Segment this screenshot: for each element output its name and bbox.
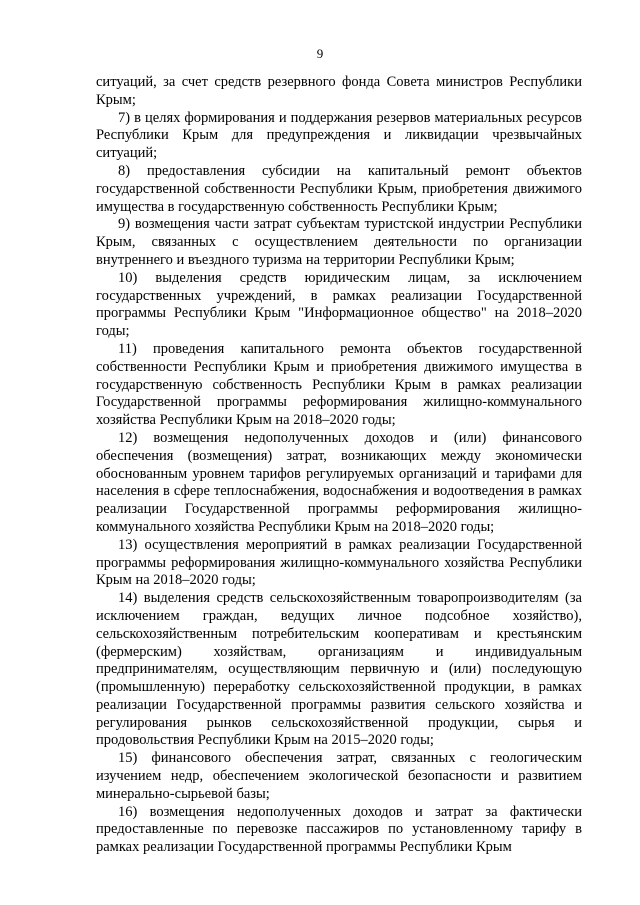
paragraph-item-11: 11) проведения капитального ремонта объектов государственной собственности Республики Крым и приобретения движимого имущества в государственную собственность Республики Крым в рамках реализации Государственной программы реформирования жилищно-коммунального хозяйства Республики Крым на 2018–2020 годы; — [96, 340, 582, 429]
paragraph-item-7: 7) в целях формирования и поддержания резервов материальных ресурсов Республики Крым для предупреждения и ликвидации чрезвычайных ситуаций; — [96, 109, 582, 162]
paragraph-item-9: 9) возмещения части затрат субъектам туристской индустрии Республики Крым, связанных с осуществлением деятельности по организации внутреннего и въездного туризма на территории Республики Крым; — [96, 216, 582, 268]
paragraph-item-12: 12) возмещения недополученных доходов и (или) финансового обеспечения (возмещения) затрат, возникающих между экономически обоснованным уровнем тарифов регулируемых организаций и тарифами для населения в сфере теплоснабжения, водоснабжения и водоотведения в рамках реализации Государственной программы реформирования жилищно-коммунального хозяйства Республики Крым на 2018–2020 годы; — [96, 429, 582, 535]
body-text — [96, 74, 582, 857]
paragraph-continuation: ситуаций, за счет средств резервного фонда Совета министров Республики Крым; — [96, 74, 582, 108]
paragraph-item-13: 13) осуществления мероприятий в рамках реализации Государственной программы реформирования жилищно-коммунального хозяйства Республики Крым на 2018–2020 годы; — [96, 536, 582, 589]
paragraph-item-8: 8) предоставления субсидии на капитальный ремонт объектов государственной собственности Республики Крым, приобретения движимого имущества в государственную собственность Республики Крым; — [96, 162, 582, 215]
paragraph-item-10: 10) выделения средств юридическим лицам, за исключением государственных учреждений, в рамках реализации Государственной программы Республики Крым "Информационное общество" на 2018–2020 годы; — [96, 269, 582, 340]
paragraph-item-14: 14) выделения средств сельскохозяйственным товаропроизводителям (за исключением граждан, ведущих личное подсобное хозяйство), сельскохозяйственным потребительским кооперативам и крестьянским (фермерским) хозяйствам, организациям и индивидуальным предпринимателям, осуществляющим первичную и (или) последующую (промышленную) переработку сельскохозяйственной продукции, в рамках реализации Государственной программы развития сельского хозяйства и регулирования рынков сельскохозяйственной продукции, сырья и продовольствия Республики Крым на 2015–2020 годы; — [96, 590, 582, 749]
paragraph-item-16: 16) возмещения недополученных доходов и затрат за фактически предоставленные по перевозке пассажиров по установленному тарифу в рамках реализации Государственной программы Республики Крым — [96, 803, 582, 856]
paragraph-item-15: 15) финансового обеспечения затрат, связанных с геологическим изучением недр, обеспечением экологической безопасности и развитием минерально-сырьевой базы; — [96, 750, 582, 802]
page-number: 9 — [316, 46, 324, 61]
